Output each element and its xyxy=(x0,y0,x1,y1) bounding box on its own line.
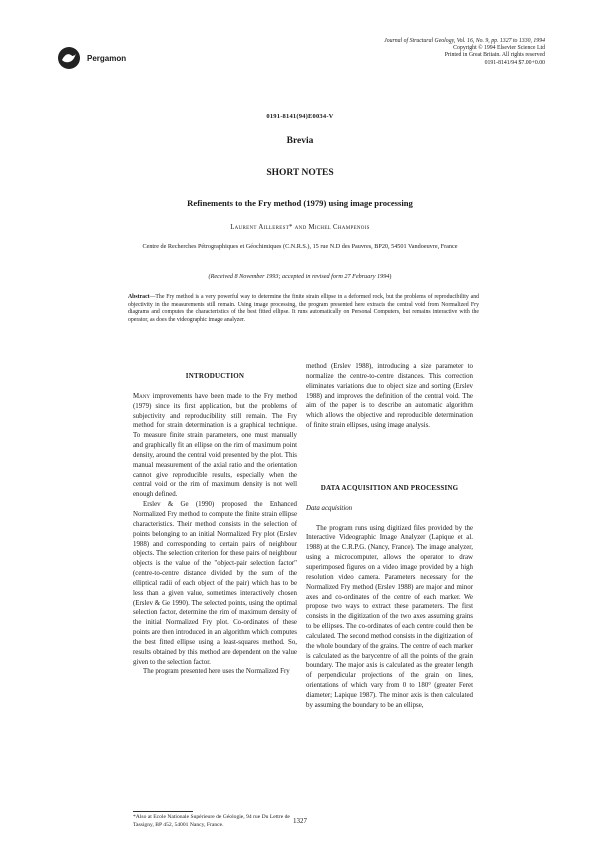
intro-paragraph-1 xyxy=(133,392,297,500)
issn-line: 0191-8141/94 $7.00+0.00 xyxy=(484,59,545,66)
introduction-heading: INTRODUCTION xyxy=(185,372,245,380)
publisher-logo xyxy=(57,46,126,70)
subsection-heading: SHORT NOTES xyxy=(266,168,334,178)
intro-lead-word: Many xyxy=(133,392,150,400)
footnote: *Also at Ecole Nationale Supérieure de Géologie, 94 rue Du Lettre de Tassigny, BP 452, 54001 Nancy, France. xyxy=(133,814,290,828)
footnote-divider xyxy=(133,811,193,812)
pii-code: 0191-8141(94)E0034-V xyxy=(266,113,334,120)
journal-citation: Journal of Structural Geology, Vol. 16, No. 9, pp. 1327 to 1330, 1994 xyxy=(384,38,545,44)
abstract xyxy=(128,294,479,324)
left-column xyxy=(133,362,297,677)
journal-info xyxy=(305,38,545,67)
section-heading: Brevia xyxy=(286,136,314,146)
paper-title: Refinements to the Fry method (1979) using image processing xyxy=(187,198,413,208)
received-close: ) xyxy=(389,273,392,280)
authors: Laurent Aillerest* and Michel Champenois xyxy=(230,224,370,231)
received-dates xyxy=(0,273,600,280)
pergamon-logo-icon xyxy=(57,46,81,70)
abstract-label: Abstract xyxy=(128,294,150,300)
data-acquisition-subheading: Data acquisition xyxy=(306,504,353,512)
received-text: (Received 8 November 1993; accepted in revised form 27 February 1994 xyxy=(208,273,390,280)
right-column xyxy=(306,362,473,711)
page-number: 1327 xyxy=(293,817,307,825)
copyright-line: Copyright © 1994 Elsevier Science Ltd xyxy=(453,45,545,52)
affiliation: Centre de Recherches Pétrographiques et Géochimiques (C.N.R.S.), 15 rue N.D des Pauvres, BP20, 54501 Vandoeuvre, France xyxy=(142,243,458,250)
printed-line: Printed in Great Britain. All rights reserved xyxy=(444,52,545,59)
abstract-text: —The Fry method is a very powerful way to determine the finite strain ellipse in a deformed rock, but the problems of reproducibility and objectivity in the measurements still remain. Using image processing, the program presented here extracts the central void from Normalized Fry diagrams and computes the characteristics of the best fitted ellipse. It runs automatically on Personal Computers, but remains interactive with the operator, as does the videographic image analyzer. xyxy=(128,294,479,323)
acquisition-paragraph: The program runs using digitized files provided by the Interactive Videographic Image Analyzer (Lapique et al. 1988) at the C.R.P.G. (Nancy, France). The image analyzer, using a microcomputer, allows the operator to draw superimposed figures on a video image provided by a high resolution video camera. Parameters necessary for the Normalized Fry method (Erslev 1988) are major and minor axes and co-ordinates of the centre of each marker. We propose two ways to extract these parameters. The first consists in the digitization of the two axes assuming grains to be ellipses. The co-ordinates of each centre could then be calculated. The second method consists in the digitization of the whole boundary of the grains. The centre of each marker is calculated as the barycentre of all the points of the grain boundary. The major axis is calculated as the greater length of perpendicular projections of the grain on lines, orientations of which vary from 0 to 180° (greater Feret diameter; Lapique 1987). The minor axis is then calculated by assuming the boundary to be an ellipse, xyxy=(306,524,473,709)
data-acquisition-heading: DATA ACQUISITION AND PROCESSING xyxy=(320,483,459,492)
intro-paragraph-1-text: improvements have been made to the Fry method (1979) since its first application, but the problems of subjectivity and reproducibility still remain. The Fry method for strain determination is a graphical technique. To measure finite strain parameters, one must manually and graphically fit an ellipse on the rim of maximum point density, around the central void presented by the plot. This manual measurement of the axial ratio and the orientation cannot give reproducible results, especially when the central void or the rim of maximum density is not well enough defined. xyxy=(133,392,297,499)
intro-paragraph-3: The program presented here uses the Normalized Fry xyxy=(143,668,290,676)
publisher-name: Pergamon xyxy=(87,53,127,63)
intro-continuation: method (Erslev 1988), introducing a size parameter to normalize the centre-to-centre distances. This correction eliminates variations due to object size and sorting (Erslev 1988) and improves the definition of the central void. The aim of the paper is to describe an automatic algorithm which allows the objective and reproducible determination of finite strain ellipses, using image analysis. xyxy=(306,363,473,430)
intro-paragraph-2: Erslev & Ge (1990) proposed the Enhanced Normalized Fry method to compute the finite strain ellipse characteristics. Their method consists in the selection of points belonging to an initial Normalized Fry plot (Erslev 1988) and corresponding to certain pairs of neighbour objects. The selection criterion for these pairs of neighbour objects is the value of the "object-pair selection factor" (centre-to-centre distance divided by the sum of the elliptical radii of each object of the pair) which has to be less than a given value, sometimes interactively chosen (Erslev & Ge 1990). The selected points, using the optimal selection factor, determine the rim of maximum density of the initial Normalized Fry plot. Co-ordinates of these points are then introduced in an algorithm which computes the best fitted ellipse using a least-squares method. So, results obtained by this method are dependent on the value given to the selection factor. xyxy=(133,501,297,666)
